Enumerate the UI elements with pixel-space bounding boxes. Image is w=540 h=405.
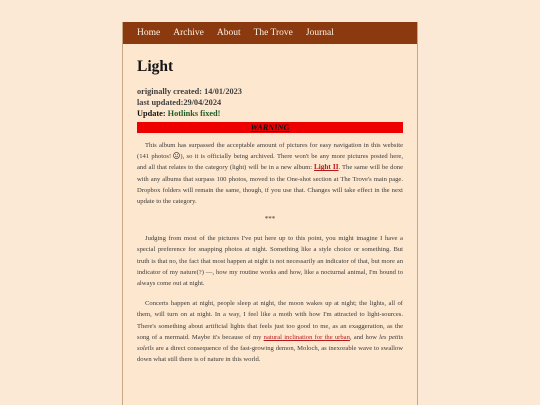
nav-about-link[interactable]: About (216, 28, 241, 38)
nav-home-link[interactable]: Home (137, 28, 161, 38)
archive-notice-paragraph (137, 140, 403, 207)
paragraph-gap (137, 289, 403, 298)
update-label: Update: (137, 109, 166, 118)
archive-notice-text-b: ), so it is officially being archived. There won't be any more pictures posted here, and all that relates to the category (light) will be in a new album: (137, 153, 403, 172)
urban-inclination-link[interactable]: natural inclination for the urban (263, 333, 350, 341)
page-meta (137, 86, 403, 119)
nav-the-trove-link[interactable]: The Trove (253, 28, 293, 38)
petits-soleils-emphasis: les petits soleils (137, 333, 404, 353)
nav-journal-link[interactable]: Journal (305, 28, 334, 38)
update-text: Hotlinks fixed! (167, 109, 221, 118)
created-date: originally created: 14/01/2023 (137, 87, 242, 96)
page-title: Light (137, 58, 174, 75)
archive-notice-text-c: . The same will be done with any albums that surpass 100 photos, moved to the One-shot section at The Trove's main page. Dropbox folders will remain the same, though, if you use that. Changes will take effect in the next update to the category. (137, 164, 403, 206)
page-container (122, 22, 418, 405)
light-ii-link[interactable]: Light II (314, 163, 339, 172)
updated-date: last updated:29/04/2024 (137, 98, 222, 107)
update-note (137, 108, 403, 119)
section-separator: *** (264, 215, 276, 224)
concerts-text-c: are a direct consequence of the fast-growing demon, Moloch, as inexorable wave to swallow down what still there is of nature in this world. (137, 345, 403, 364)
concerts-paragraph (137, 298, 403, 365)
night-photos-paragraph: Judging from most of the pictures I've put here up to this point, you might imagine I have a special preference for snapping photos at night. Something like a style choice or something. But truth is that no, the fact that most happen at night is not necessarily an indicator of that, but more an indicator of my nature(?) —, how my routine works and how, like a nocturnal animal, I'm bound to always come out at night. (137, 235, 403, 288)
concerts-text-b: , and how (349, 333, 377, 341)
warning-banner: WARNING (137, 122, 403, 133)
main-content (123, 58, 417, 365)
archive-notice-text-a: This album has surpassed the acceptable amount of pictures for easy navigation in this website (141 photos! (137, 142, 403, 161)
top-navbar (123, 22, 417, 44)
nav-archive-link[interactable]: Archive (173, 28, 204, 38)
concerts-text-a: Concerts happen at night, people sleep at night, the moon wakes up at night; the lights, all of them, will turn on at night. In a way, I feel like a moth with how I'm attracted to light-sources. There's something about artificial lights that feels just too good to me, as an exaggeration, as the song of a mermaid. Maybe it's because of my (137, 300, 403, 341)
